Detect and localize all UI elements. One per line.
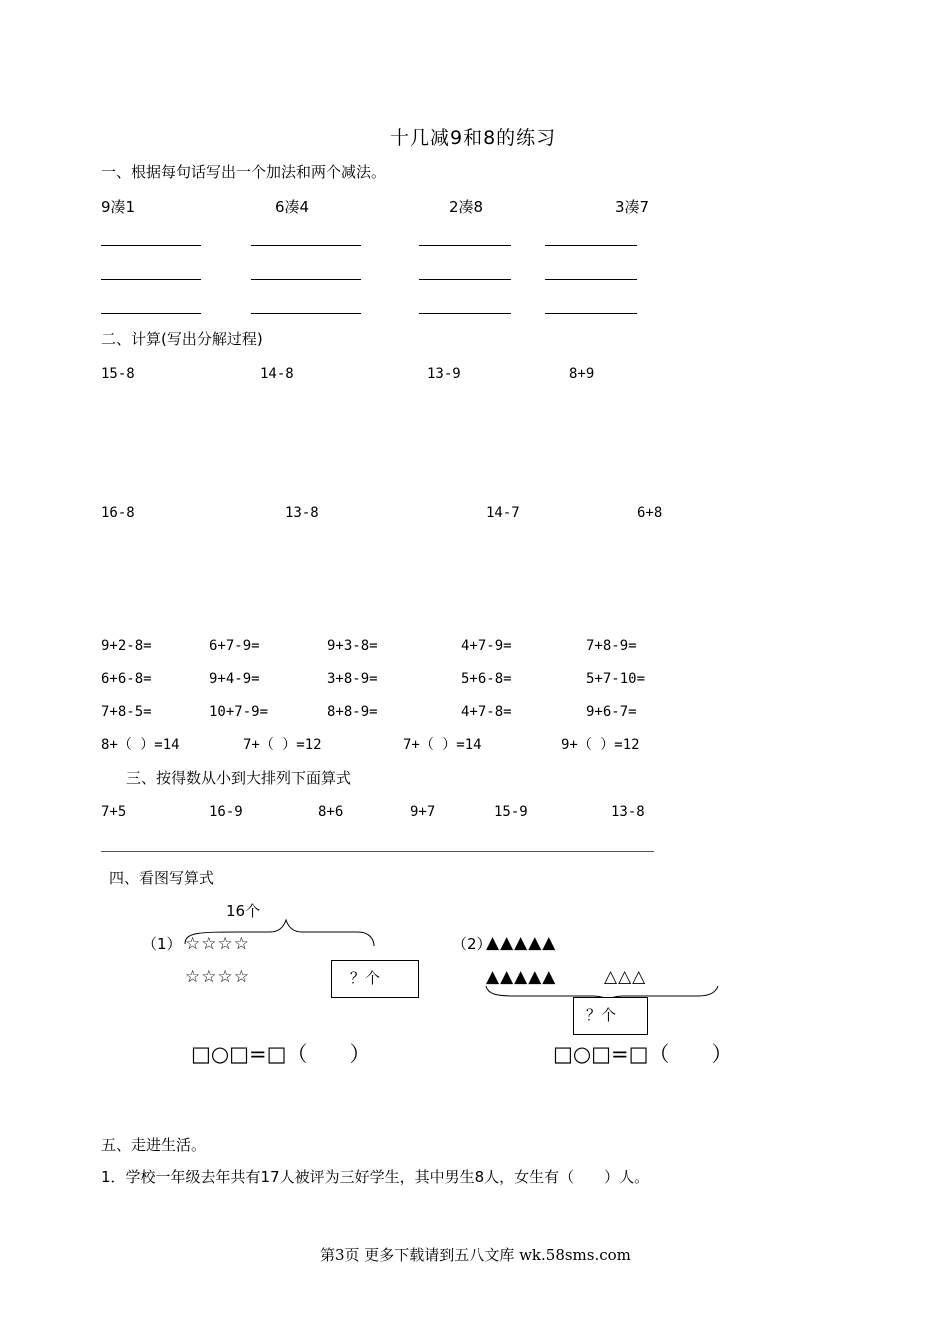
calc-expr: 6+8 [637, 505, 663, 521]
calc-expr: 16-8 [101, 505, 135, 521]
order-expr: 9+7 [410, 804, 436, 820]
answer-line[interactable] [419, 279, 511, 280]
section5-heading: 五、走进生活。 [101, 1136, 207, 1154]
section3-heading: 三、按得数从小到大排列下面算式 [126, 769, 352, 787]
grid-expr: 10+7-9= [209, 704, 269, 720]
grid-expr: 6+7-9= [209, 638, 260, 654]
hollow-triangle-row: △△△ [604, 967, 647, 987]
order-expr: 15-9 [494, 804, 528, 820]
equation-template[interactable]: □○□=□（ ） [191, 1042, 371, 1066]
answer-line[interactable] [251, 279, 361, 280]
grid-expr: 9+4-9= [209, 671, 260, 687]
answer-line[interactable] [419, 313, 511, 314]
grid-expr: 5+7-10= [586, 671, 646, 687]
answer-line[interactable] [545, 245, 637, 246]
order-expr: 7+5 [101, 804, 127, 820]
problem-1-label: （1） [142, 935, 182, 953]
question-box [331, 960, 419, 998]
calc-expr: 13-8 [285, 505, 319, 521]
fill-blank-expr: 7+（ ）=12 [243, 737, 322, 753]
answer-line[interactable] [545, 313, 637, 314]
fill-blank-expr: 7+（ ）=14 [403, 737, 482, 753]
section4-heading: 四、看图写算式 [109, 869, 215, 887]
answer-line[interactable] [545, 279, 637, 280]
fill-blank-expr: 9+（ ）=12 [561, 737, 640, 753]
answer-rule[interactable] [101, 851, 654, 852]
answer-line[interactable] [251, 245, 361, 246]
grid-expr: 3+8-9= [327, 671, 378, 687]
page-title: 十几减9和8的练习 [390, 127, 557, 149]
page-footer: 第3页 更多下载请到五八文库 wk.58sms.com [320, 1246, 631, 1264]
prompt-3: 2凑8 [449, 198, 484, 216]
prompt-4: 3凑7 [615, 198, 650, 216]
order-expr: 16-9 [209, 804, 243, 820]
section1-heading: 一、根据每句话写出一个加法和两个减法。 [101, 163, 387, 181]
prompt-1: 9凑1 [101, 198, 136, 216]
prompt-2: 6凑4 [275, 198, 310, 216]
calc-expr: 13-9 [427, 366, 461, 382]
order-expr: 8+6 [318, 804, 344, 820]
calc-expr: 8+9 [569, 366, 595, 382]
grid-expr: 5+6-8= [461, 671, 512, 687]
triangle-row: ▲▲▲▲▲ [486, 967, 557, 987]
star-row: ☆☆☆☆ [185, 934, 250, 954]
answer-line[interactable] [101, 313, 201, 314]
grid-expr: 6+6-8= [101, 671, 152, 687]
calc-expr: 15-8 [101, 366, 135, 382]
question-label: ？个 [586, 1006, 617, 1024]
star-row: ☆☆☆☆ [185, 967, 250, 987]
problem-2-label: （2） [452, 935, 492, 953]
answer-line[interactable] [419, 245, 511, 246]
grid-expr: 4+7-9= [461, 638, 512, 654]
calc-expr: 14-8 [260, 366, 294, 382]
word-problem-1: 1．学校一年级去年共有17人被评为三好学生，其中男生8人，女生有（ ）人。 [101, 1168, 650, 1186]
answer-line[interactable] [251, 313, 361, 314]
calc-expr: 14-7 [486, 505, 520, 521]
grid-expr: 4+7-8= [461, 704, 512, 720]
total-count-label: 16个 [226, 902, 261, 920]
section2-heading: 二、计算(写出分解过程) [101, 330, 263, 348]
answer-line[interactable] [101, 245, 201, 246]
grid-expr: 9+3-8= [327, 638, 378, 654]
answer-line[interactable] [101, 279, 201, 280]
grid-expr: 9+6-7= [586, 704, 637, 720]
grid-expr: 7+8-9= [586, 638, 637, 654]
grid-expr: 7+8-5= [101, 704, 152, 720]
triangle-row: ▲▲▲▲▲ [486, 933, 557, 953]
question-box [573, 997, 648, 1035]
equation-template[interactable]: □○□=□（ ） [553, 1042, 733, 1066]
question-label: ？个 [350, 969, 381, 987]
fill-blank-expr: 8+（ ）=14 [101, 737, 180, 753]
grid-expr: 8+8-9= [327, 704, 378, 720]
order-expr: 13-8 [611, 804, 645, 820]
grid-expr: 9+2-8= [101, 638, 152, 654]
